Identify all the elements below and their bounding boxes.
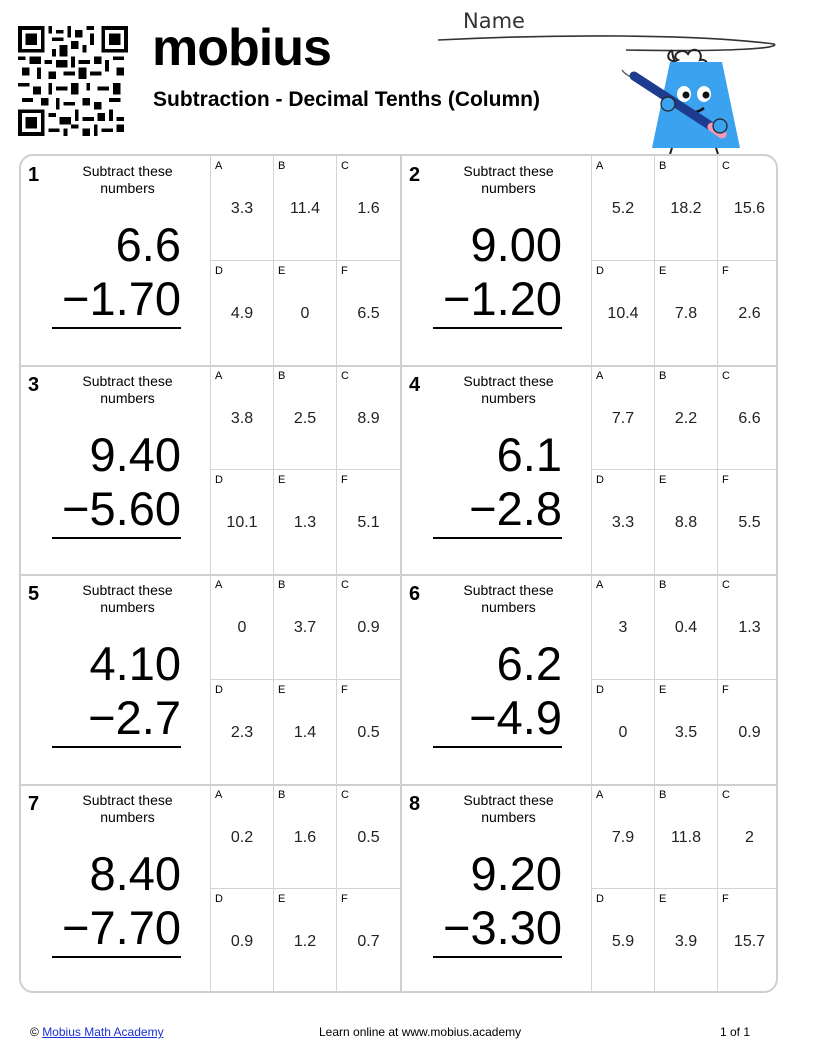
answer-choice-a[interactable] bbox=[592, 785, 655, 890]
qr-code-icon bbox=[18, 26, 128, 136]
answer-choice-f[interactable] bbox=[337, 470, 400, 575]
answer-choice-value: 2.6 bbox=[738, 304, 761, 322]
page-title: Subtraction - Decimal Tenths (Column) bbox=[153, 88, 540, 111]
answer-choice-value: 1.6 bbox=[357, 200, 380, 217]
answer-choice-value: 7.8 bbox=[674, 304, 698, 322]
answer-choice-label: B bbox=[659, 369, 667, 382]
minuend: 9.20 bbox=[470, 846, 562, 900]
question-panel bbox=[21, 156, 211, 366]
answer-choice-value: 0 bbox=[300, 304, 310, 322]
answer-choice-value: 3.7 bbox=[293, 619, 317, 636]
answer-choice-label: A bbox=[215, 579, 223, 591]
answer-choice-value: 3 bbox=[618, 619, 628, 636]
answer-choice-label: E bbox=[659, 683, 667, 696]
answer-choice-label: C bbox=[341, 369, 349, 382]
answer-line bbox=[52, 537, 181, 539]
subtrahend: −5.60 bbox=[62, 481, 181, 535]
answer-choice-label: C bbox=[341, 579, 349, 591]
question-instruction: Subtract these numbers bbox=[82, 163, 173, 196]
row-divider bbox=[21, 784, 776, 786]
answer-choice-d[interactable] bbox=[592, 889, 655, 993]
answer-choice-value: 0 bbox=[237, 619, 247, 636]
subtrahend: −3.30 bbox=[443, 900, 562, 954]
answer-choice-value: 6.6 bbox=[738, 409, 761, 427]
row-divider bbox=[21, 574, 776, 576]
answer-choice-value: 3.5 bbox=[674, 723, 698, 741]
subtrahend: −4.9 bbox=[469, 691, 562, 744]
answer-choice-a[interactable] bbox=[211, 156, 274, 261]
answer-choice-label: C bbox=[722, 369, 730, 382]
question-instruction: Subtract these numbers bbox=[463, 582, 554, 615]
question-number: 5 bbox=[28, 583, 40, 605]
answer-choice-label: C bbox=[341, 788, 349, 801]
answer-choice-label: A bbox=[596, 788, 604, 801]
answer-choice-a[interactable] bbox=[211, 575, 274, 680]
subtrahend: −7.70 bbox=[62, 900, 181, 954]
answer-choice-f[interactable] bbox=[337, 889, 400, 993]
answer-choice-label: F bbox=[341, 264, 348, 277]
answer-choice-b[interactable] bbox=[274, 156, 337, 261]
question-cell bbox=[21, 366, 400, 576]
answer-choice-value: 0.9 bbox=[738, 723, 761, 741]
answer-choice-label: E bbox=[278, 683, 286, 696]
answer-choice-label: B bbox=[278, 788, 286, 801]
answer-choice-label: D bbox=[215, 264, 223, 277]
answer-choice-a[interactable] bbox=[592, 366, 655, 471]
answer-choice-a[interactable] bbox=[592, 575, 655, 680]
answer-choice-label: D bbox=[596, 474, 604, 487]
answer-choice-label: D bbox=[596, 683, 604, 696]
question-panel bbox=[402, 366, 592, 576]
answer-choice-b[interactable] bbox=[274, 366, 337, 471]
subtraction-problem bbox=[51, 428, 181, 536]
answer-choice-label: C bbox=[722, 160, 730, 172]
answer-choice-a[interactable] bbox=[211, 785, 274, 890]
answer-choice-label: A bbox=[596, 579, 604, 591]
question-number: 3 bbox=[28, 373, 40, 396]
answer-choice-label: E bbox=[278, 474, 286, 487]
answer-choice-b[interactable] bbox=[655, 156, 718, 261]
subtrahend: −2.8 bbox=[469, 481, 562, 535]
question-instruction: Subtract these numbers bbox=[82, 582, 173, 615]
answer-choice-value: 3.9 bbox=[674, 933, 698, 951]
answer-choice-c[interactable] bbox=[718, 366, 778, 471]
answer-choice-value: 0.9 bbox=[230, 933, 254, 951]
question-instruction: Subtract these numbers bbox=[463, 791, 554, 825]
answer-choice-value: 18.2 bbox=[670, 200, 702, 217]
answer-choice-value: 1.3 bbox=[293, 514, 317, 532]
answer-choice-a[interactable] bbox=[211, 366, 274, 471]
mascot-illustration bbox=[612, 48, 762, 156]
answer-choice-label: C bbox=[722, 788, 730, 801]
answer-choice-label: C bbox=[341, 160, 349, 172]
answer-choice-e[interactable] bbox=[655, 470, 718, 575]
answer-choice-label: B bbox=[278, 579, 286, 591]
answer-choice-label: D bbox=[596, 893, 604, 906]
footer-copyright bbox=[30, 1025, 164, 1039]
answer-choice-label: C bbox=[722, 579, 730, 591]
answer-choice-label: A bbox=[215, 369, 223, 382]
answer-choice-d[interactable] bbox=[211, 889, 274, 993]
answer-choice-value: 8.9 bbox=[357, 409, 380, 427]
subtraction-problem bbox=[51, 847, 181, 955]
answer-choice-f[interactable] bbox=[718, 470, 778, 575]
answer-choice-c[interactable] bbox=[337, 785, 400, 890]
question-cell bbox=[402, 785, 778, 994]
answer-line bbox=[433, 956, 562, 958]
answer-line bbox=[52, 956, 181, 958]
answer-choice-value: 1.3 bbox=[738, 619, 761, 636]
answer-choice-c[interactable] bbox=[718, 156, 778, 261]
answer-choice-c[interactable] bbox=[718, 575, 778, 680]
question-number: 1 bbox=[28, 164, 40, 186]
answer-choice-label: A bbox=[215, 160, 223, 172]
answer-choice-label: D bbox=[215, 683, 223, 696]
question-panel bbox=[402, 156, 592, 366]
minuend: 6.6 bbox=[115, 218, 181, 271]
answer-line bbox=[433, 327, 562, 329]
answer-choice-c[interactable] bbox=[337, 366, 400, 471]
question-cell bbox=[21, 575, 400, 785]
answer-choice-value: 5.9 bbox=[611, 933, 635, 951]
answer-choice-value: 0.9 bbox=[357, 619, 380, 636]
answer-choice-value: 2.3 bbox=[230, 723, 254, 741]
answer-choice-e[interactable] bbox=[655, 261, 718, 366]
answer-choice-label: E bbox=[659, 474, 667, 487]
answer-choice-d[interactable] bbox=[211, 261, 274, 366]
answer-choice-value: 2.2 bbox=[674, 409, 698, 427]
answer-choice-value: 15.6 bbox=[733, 200, 766, 217]
question-number: 6 bbox=[409, 583, 421, 605]
name-label: Name bbox=[463, 9, 525, 33]
answer-choice-label: F bbox=[722, 683, 729, 696]
subtraction-problem bbox=[432, 847, 562, 955]
minuend: 9.40 bbox=[89, 427, 181, 481]
answer-choice-value: 10.4 bbox=[607, 304, 639, 322]
answer-choice-f[interactable] bbox=[718, 889, 778, 993]
answer-choice-label: F bbox=[722, 893, 729, 906]
question-cell bbox=[21, 785, 400, 994]
question-panel bbox=[21, 785, 211, 994]
answer-line bbox=[52, 327, 181, 329]
answer-choice-d[interactable] bbox=[592, 261, 655, 366]
question-instruction: Subtract these numbers bbox=[463, 163, 554, 196]
answer-choice-value: 11.8 bbox=[671, 828, 701, 846]
mobius-logo: mobius bbox=[152, 19, 331, 77]
answer-choice-value: 0.5 bbox=[357, 723, 380, 741]
minuend: 6.1 bbox=[496, 427, 562, 481]
question-panel bbox=[21, 366, 211, 576]
question-panel bbox=[402, 785, 592, 994]
answer-choice-label: A bbox=[215, 788, 223, 801]
answer-choice-label: E bbox=[659, 893, 667, 906]
row-divider bbox=[21, 365, 776, 367]
answer-choice-value: 5.2 bbox=[611, 200, 635, 217]
answer-line bbox=[52, 746, 181, 748]
answer-choice-d[interactable] bbox=[211, 680, 274, 785]
answer-choice-value: 3.3 bbox=[230, 200, 254, 217]
copyright-symbol: © bbox=[30, 1025, 39, 1039]
answer-choice-value: 2.5 bbox=[293, 409, 317, 427]
answer-choice-label: B bbox=[659, 160, 667, 172]
answer-choice-d[interactable] bbox=[592, 470, 655, 575]
answer-choice-b[interactable] bbox=[655, 785, 718, 890]
answer-choice-label: A bbox=[596, 369, 604, 382]
question-instruction: Subtract these numbers bbox=[82, 791, 173, 825]
answer-choice-value: 5.5 bbox=[738, 514, 761, 532]
question-number: 4 bbox=[409, 373, 421, 396]
answer-choice-value: 0.7 bbox=[357, 933, 380, 951]
answer-choice-value: 4.9 bbox=[230, 304, 254, 322]
answer-choice-label: D bbox=[215, 893, 223, 906]
answer-choice-value: 1.2 bbox=[293, 933, 317, 951]
answer-choice-label: E bbox=[278, 893, 286, 906]
answer-choice-label: B bbox=[659, 579, 667, 591]
answer-choice-e[interactable] bbox=[274, 261, 337, 366]
answer-choice-value: 0.5 bbox=[357, 828, 380, 846]
answer-choice-f[interactable] bbox=[718, 261, 778, 366]
subtraction-problem bbox=[432, 428, 562, 536]
answer-choice-value: 10.1 bbox=[226, 514, 258, 532]
question-panel bbox=[402, 575, 592, 785]
minuend: 4.10 bbox=[89, 637, 181, 690]
answer-choice-label: B bbox=[278, 369, 286, 382]
answer-choice-b[interactable] bbox=[274, 785, 337, 890]
answer-choice-label: F bbox=[722, 264, 729, 277]
question-grid bbox=[19, 154, 778, 993]
answer-choice-e[interactable] bbox=[274, 889, 337, 993]
answer-choice-value: 8.8 bbox=[674, 514, 698, 532]
answer-choice-label: B bbox=[659, 788, 667, 801]
answer-choice-c[interactable] bbox=[337, 156, 400, 261]
answer-choice-f[interactable] bbox=[337, 261, 400, 366]
question-cell bbox=[402, 575, 778, 785]
answer-choice-value: 0 bbox=[618, 723, 628, 741]
answer-choice-value: 15.7 bbox=[733, 933, 766, 951]
answer-choice-label: F bbox=[341, 893, 348, 906]
answer-choice-d[interactable] bbox=[592, 680, 655, 785]
question-cell bbox=[402, 366, 778, 576]
answer-choice-value: 1.6 bbox=[293, 828, 317, 846]
answer-choice-e[interactable] bbox=[274, 470, 337, 575]
answer-choice-d[interactable] bbox=[211, 470, 274, 575]
answer-choice-f[interactable] bbox=[337, 680, 400, 785]
answer-choice-c[interactable] bbox=[337, 575, 400, 680]
answer-choice-label: D bbox=[596, 264, 604, 277]
subtraction-problem bbox=[51, 637, 181, 745]
answer-choice-label: A bbox=[596, 160, 604, 172]
question-number: 2 bbox=[409, 164, 421, 186]
answer-choice-b[interactable] bbox=[655, 575, 718, 680]
answer-choice-value: 2 bbox=[745, 828, 754, 846]
answer-choice-c[interactable] bbox=[718, 785, 778, 890]
answer-choice-e[interactable] bbox=[655, 889, 718, 993]
minuend: 8.40 bbox=[89, 846, 181, 900]
question-cell bbox=[402, 156, 778, 366]
question-number: 8 bbox=[409, 792, 421, 815]
minuend: 9.00 bbox=[470, 218, 562, 271]
question-number: 7 bbox=[28, 792, 40, 815]
footer-center-text: Learn online at www.mobius.academy bbox=[319, 1025, 522, 1039]
answer-choice-label: B bbox=[278, 160, 286, 172]
answer-line bbox=[433, 537, 562, 539]
answer-choice-label: E bbox=[278, 264, 286, 277]
subtraction-problem bbox=[432, 218, 562, 326]
subtraction-problem bbox=[432, 637, 562, 745]
answer-line bbox=[433, 746, 562, 748]
answer-choice-value: 3.3 bbox=[611, 514, 635, 532]
answer-choice-label: F bbox=[341, 683, 348, 696]
answer-choice-value: 6.5 bbox=[357, 304, 380, 322]
answer-choice-value: 5.1 bbox=[357, 514, 380, 532]
subtrahend: −2.7 bbox=[88, 691, 181, 744]
answer-choice-b[interactable] bbox=[655, 366, 718, 471]
answer-choice-value: 3.8 bbox=[230, 409, 254, 427]
answer-choice-label: D bbox=[215, 474, 223, 487]
answer-choice-label: F bbox=[722, 474, 729, 487]
answer-choice-label: F bbox=[341, 474, 348, 487]
answer-choice-f[interactable] bbox=[718, 680, 778, 785]
answer-choice-value: 11.4 bbox=[290, 200, 320, 217]
answer-choice-e[interactable] bbox=[274, 680, 337, 785]
question-instruction: Subtract these numbers bbox=[82, 372, 173, 406]
minuend: 6.2 bbox=[496, 637, 562, 690]
answer-choice-a[interactable] bbox=[592, 156, 655, 261]
answer-choice-value: 0.2 bbox=[230, 828, 254, 846]
page-number: 1 of 1 bbox=[720, 1025, 751, 1039]
subtrahend: −1.70 bbox=[62, 272, 181, 325]
answer-choice-value: 1.4 bbox=[293, 723, 317, 741]
footer-link[interactable]: Mobius Math Academy bbox=[42, 1025, 164, 1039]
answer-choice-b[interactable] bbox=[274, 575, 337, 680]
answer-choice-label: E bbox=[659, 264, 667, 277]
question-instruction: Subtract these numbers bbox=[463, 372, 554, 406]
answer-choice-value: 0.4 bbox=[674, 619, 698, 636]
subtrahend: −1.20 bbox=[443, 272, 562, 325]
subtraction-problem bbox=[51, 218, 181, 326]
answer-choice-value: 7.9 bbox=[611, 828, 635, 846]
question-cell bbox=[21, 156, 400, 366]
answer-choice-value: 7.7 bbox=[611, 409, 635, 427]
answer-choice-e[interactable] bbox=[655, 680, 718, 785]
question-panel bbox=[21, 575, 211, 785]
